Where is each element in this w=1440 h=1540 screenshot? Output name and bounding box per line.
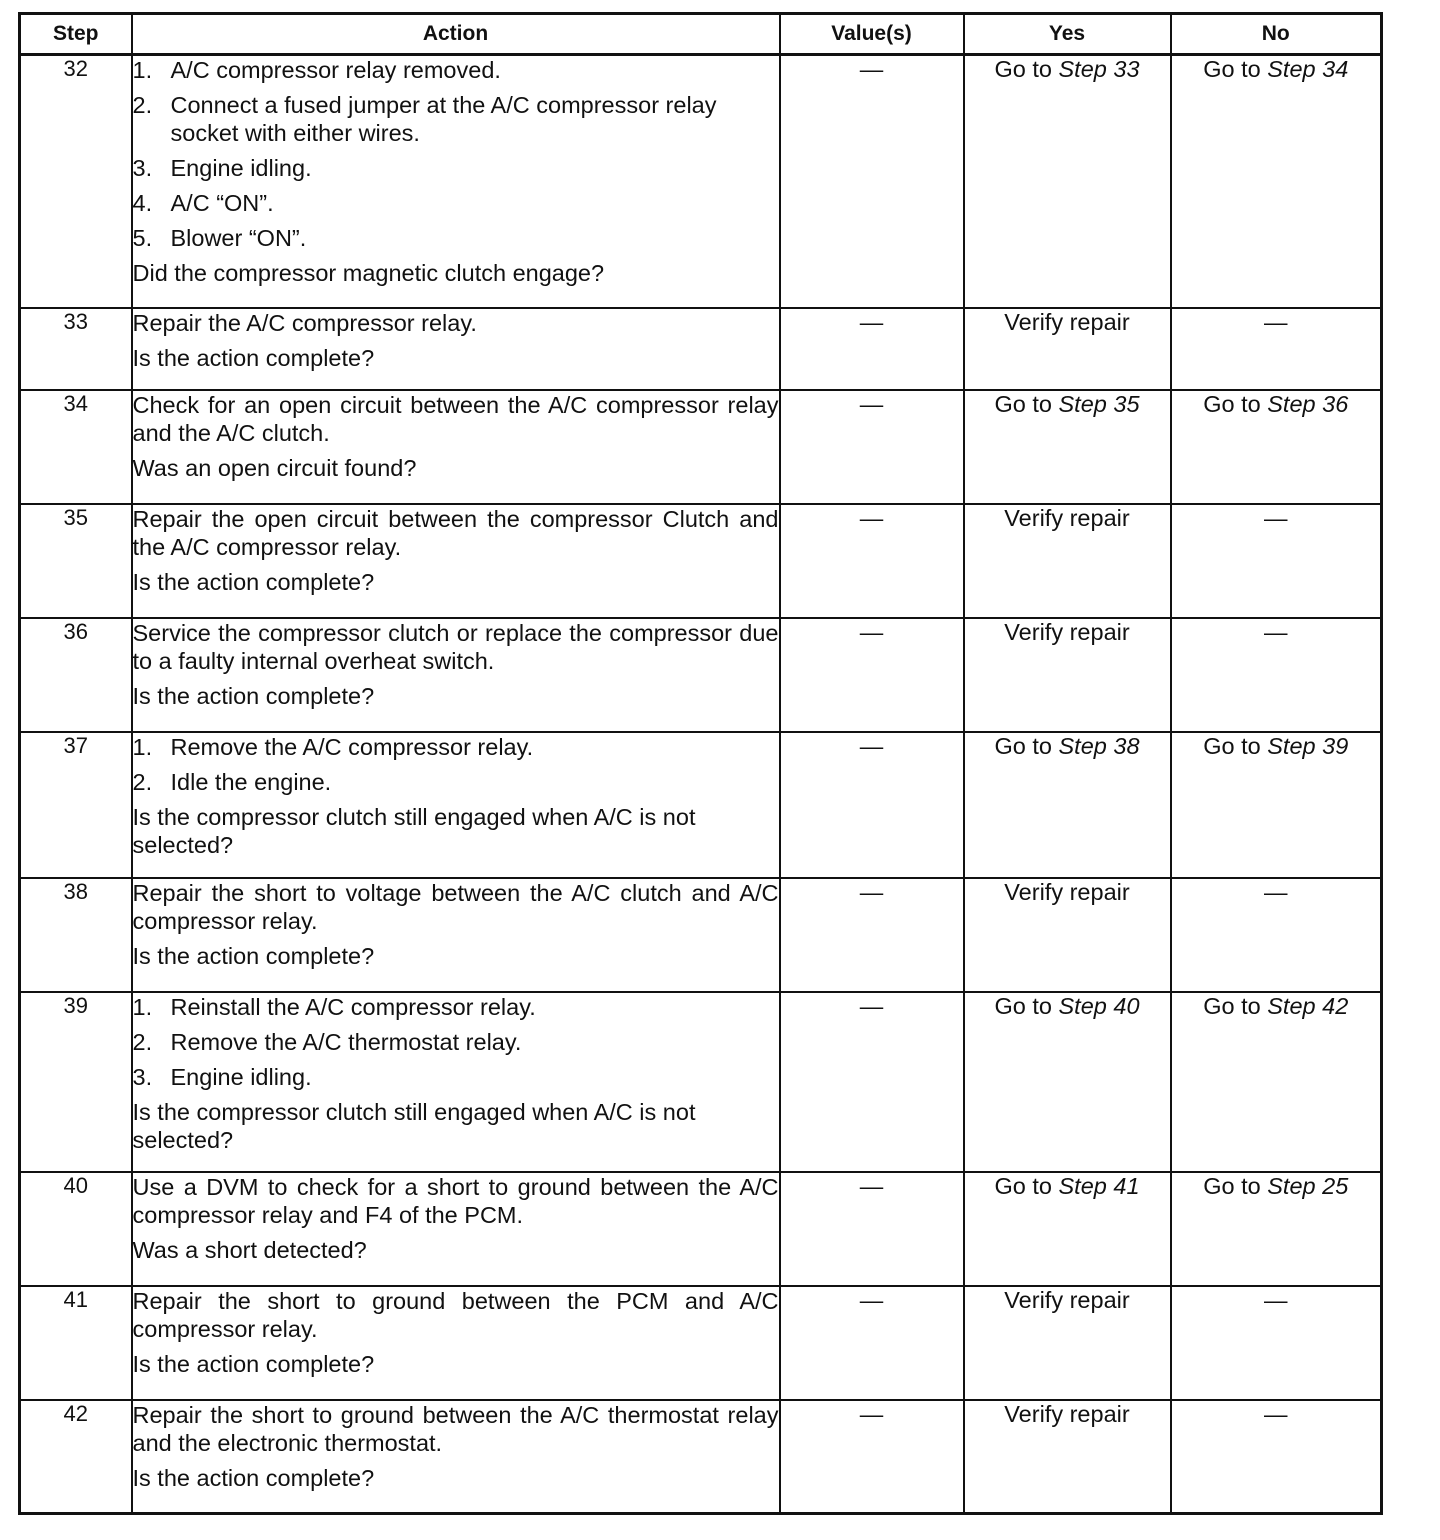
yes-cell: Verify repair bbox=[964, 504, 1171, 618]
no-cell: — bbox=[1171, 1400, 1382, 1514]
goto-prefix: Go to bbox=[1203, 56, 1261, 82]
yes-cell: Verify repair bbox=[964, 618, 1171, 732]
yes-cell bbox=[964, 1172, 1171, 1286]
action-item-text: Engine idling. bbox=[170, 1063, 312, 1090]
header-step: Step bbox=[20, 14, 132, 55]
action-list-item bbox=[133, 224, 779, 252]
table-row bbox=[20, 308, 1382, 390]
header-action: Action bbox=[132, 14, 780, 55]
header-yes: Yes bbox=[964, 14, 1171, 55]
table-row bbox=[20, 504, 1382, 618]
yes-cell: Verify repair bbox=[964, 878, 1171, 992]
action-item-text: Reinstall the A/C compressor relay. bbox=[170, 993, 536, 1020]
table-row bbox=[20, 618, 1382, 732]
action-text: Repair the short to ground between the A/C thermostat relay and the electronic thermostat. bbox=[132, 1401, 779, 1456]
action-item-text: Engine idling. bbox=[170, 155, 312, 181]
action-item-text: A/C “ON”. bbox=[170, 190, 274, 216]
table-row bbox=[20, 992, 1382, 1172]
goto-step-link: Step 38 bbox=[1058, 732, 1140, 759]
action-cell bbox=[132, 992, 780, 1172]
action-text: Repair the A/C compressor relay. bbox=[132, 309, 477, 336]
action-list-item bbox=[133, 768, 779, 796]
step-number: 38 bbox=[20, 878, 132, 992]
yes-cell bbox=[964, 992, 1171, 1172]
action-list-item bbox=[133, 91, 779, 147]
value-cell: — bbox=[780, 732, 964, 878]
action-cell bbox=[132, 1400, 780, 1514]
action-item-number: 5. bbox=[132, 225, 153, 251]
table-header bbox=[20, 14, 1382, 55]
value-cell: — bbox=[780, 55, 964, 308]
no-cell bbox=[1171, 55, 1382, 308]
goto-prefix: Go to bbox=[994, 56, 1052, 82]
action-item-text: Idle the engine. bbox=[170, 768, 332, 795]
action-text: Use a DVM to check for a short to ground between the A/C compressor relay and F4 of the PCM. bbox=[132, 1173, 779, 1228]
table-row bbox=[20, 878, 1382, 992]
no-cell: — bbox=[1171, 1286, 1382, 1400]
value-cell: — bbox=[780, 390, 964, 504]
action-text: Repair the short to voltage between the A/C clutch and A/C compressor relay. bbox=[132, 879, 779, 934]
no-cell bbox=[1171, 390, 1382, 504]
action-question: Is the action complete? bbox=[132, 682, 375, 709]
action-question: Is the compressor clutch still engaged when A/C is not selected? bbox=[132, 803, 696, 858]
action-text: Repair the short to ground between the PCM and A/C compressor relay. bbox=[132, 1287, 779, 1342]
no-cell: — bbox=[1171, 504, 1382, 618]
action-item-number: 1. bbox=[132, 57, 153, 83]
action-item-number: 4. bbox=[132, 190, 153, 216]
no-cell: — bbox=[1171, 878, 1382, 992]
yes-cell bbox=[964, 732, 1171, 878]
goto-step-link: Step 25 bbox=[1267, 1172, 1349, 1199]
value-cell: — bbox=[780, 1286, 964, 1400]
header-values: Value(s) bbox=[780, 14, 964, 55]
step-number: 36 bbox=[20, 618, 132, 732]
action-text: Service the compressor clutch or replace the compressor due to a faulty internal overheat switch. bbox=[132, 619, 779, 674]
goto-step-link: Step 40 bbox=[1058, 992, 1140, 1019]
action-list-item bbox=[133, 1063, 779, 1091]
no-cell bbox=[1171, 732, 1382, 878]
table-row bbox=[20, 732, 1382, 878]
goto-prefix: Go to bbox=[994, 732, 1052, 759]
action-item-text: Remove the A/C compressor relay. bbox=[170, 733, 534, 760]
goto-step-link: Step 42 bbox=[1267, 992, 1349, 1019]
value-cell: — bbox=[780, 504, 964, 618]
value-cell: — bbox=[780, 308, 964, 390]
action-item-number: 3. bbox=[132, 1063, 153, 1090]
action-list-item bbox=[133, 733, 779, 761]
action-cell bbox=[132, 390, 780, 504]
no-cell: — bbox=[1171, 308, 1382, 390]
action-cell bbox=[132, 55, 780, 308]
table-row bbox=[20, 390, 1382, 504]
action-item-number: 3. bbox=[132, 155, 153, 181]
action-list-item bbox=[133, 189, 779, 217]
goto-step-link: Step 34 bbox=[1267, 56, 1349, 82]
action-list-item bbox=[133, 56, 779, 84]
header-no: No bbox=[1171, 14, 1382, 55]
goto-step-link: Step 39 bbox=[1267, 732, 1349, 759]
value-cell: — bbox=[780, 618, 964, 732]
yes-cell bbox=[964, 390, 1171, 504]
action-cell bbox=[132, 308, 780, 390]
action-item-number: 1. bbox=[132, 993, 153, 1020]
goto-prefix: Go to bbox=[1203, 1172, 1261, 1199]
table-row bbox=[20, 1400, 1382, 1514]
table-row bbox=[20, 1286, 1382, 1400]
no-cell bbox=[1171, 1172, 1382, 1286]
step-number: 42 bbox=[20, 1400, 132, 1514]
action-question: Is the action complete? bbox=[132, 568, 375, 595]
goto-prefix: Go to bbox=[994, 390, 1052, 417]
step-number: 35 bbox=[20, 504, 132, 618]
action-text: Repair the open circuit between the compressor Clutch and the A/C compressor relay. bbox=[132, 505, 779, 560]
yes-cell: Verify repair bbox=[964, 1400, 1171, 1514]
action-cell bbox=[132, 1172, 780, 1286]
action-item-text: Remove the A/C thermostat relay. bbox=[170, 1028, 522, 1055]
action-item-number: 2. bbox=[132, 768, 153, 795]
action-question: Did the compressor magnetic clutch engage? bbox=[132, 260, 605, 286]
no-cell bbox=[1171, 992, 1382, 1172]
action-question: Is the compressor clutch still engaged when A/C is not selected? bbox=[132, 1098, 696, 1153]
no-cell: — bbox=[1171, 618, 1382, 732]
action-question: Was a short detected? bbox=[132, 1236, 367, 1263]
action-question: Was an open circuit found? bbox=[132, 454, 417, 481]
yes-cell: Verify repair bbox=[964, 308, 1171, 390]
action-list-item bbox=[133, 993, 779, 1021]
action-item-number: 1. bbox=[132, 733, 153, 760]
value-cell: — bbox=[780, 992, 964, 1172]
goto-step-link: Step 36 bbox=[1267, 390, 1349, 417]
step-number: 34 bbox=[20, 390, 132, 504]
action-cell bbox=[132, 1286, 780, 1400]
goto-step-link: Step 35 bbox=[1058, 390, 1140, 417]
goto-prefix: Go to bbox=[994, 1172, 1052, 1199]
action-list-item bbox=[133, 154, 779, 182]
action-text: Check for an open circuit between the A/C compressor relay and the A/C clutch. bbox=[132, 391, 779, 446]
goto-prefix: Go to bbox=[994, 992, 1052, 1019]
value-cell: — bbox=[780, 878, 964, 992]
table-row bbox=[20, 1172, 1382, 1286]
action-cell bbox=[132, 732, 780, 878]
action-cell bbox=[132, 618, 780, 732]
yes-cell: Verify repair bbox=[964, 1286, 1171, 1400]
goto-step-link: Step 41 bbox=[1058, 1172, 1140, 1199]
yes-cell bbox=[964, 55, 1171, 308]
goto-step-link: Step 33 bbox=[1058, 56, 1140, 82]
action-question: Is the action complete? bbox=[132, 1464, 375, 1491]
step-number: 40 bbox=[20, 1172, 132, 1286]
action-item-text: Blower “ON”. bbox=[170, 225, 307, 251]
action-item-text: A/C compressor relay removed. bbox=[170, 57, 501, 83]
goto-prefix: Go to bbox=[1203, 732, 1261, 759]
diagnostic-table bbox=[18, 12, 1383, 1515]
action-question: Is the action complete? bbox=[132, 1350, 375, 1377]
step-number: 41 bbox=[20, 1286, 132, 1400]
header-row bbox=[20, 14, 1382, 55]
value-cell: — bbox=[780, 1172, 964, 1286]
step-number: 37 bbox=[20, 732, 132, 878]
table-body bbox=[20, 55, 1382, 1514]
step-number: 32 bbox=[20, 55, 132, 308]
table-row bbox=[20, 55, 1382, 308]
action-list-item bbox=[133, 1028, 779, 1056]
step-number: 39 bbox=[20, 992, 132, 1172]
goto-prefix: Go to bbox=[1203, 390, 1261, 417]
step-number: 33 bbox=[20, 308, 132, 390]
action-item-text: Connect a fused jumper at the A/C compressor relay socket with either wires. bbox=[170, 92, 717, 146]
value-cell: — bbox=[780, 1400, 964, 1514]
action-item-number: 2. bbox=[132, 1028, 153, 1055]
goto-prefix: Go to bbox=[1203, 992, 1261, 1019]
action-question: Is the action complete? bbox=[132, 344, 375, 371]
action-cell bbox=[132, 878, 780, 992]
action-question: Is the action complete? bbox=[132, 942, 375, 969]
action-item-number: 2. bbox=[132, 92, 153, 118]
action-cell bbox=[132, 504, 780, 618]
